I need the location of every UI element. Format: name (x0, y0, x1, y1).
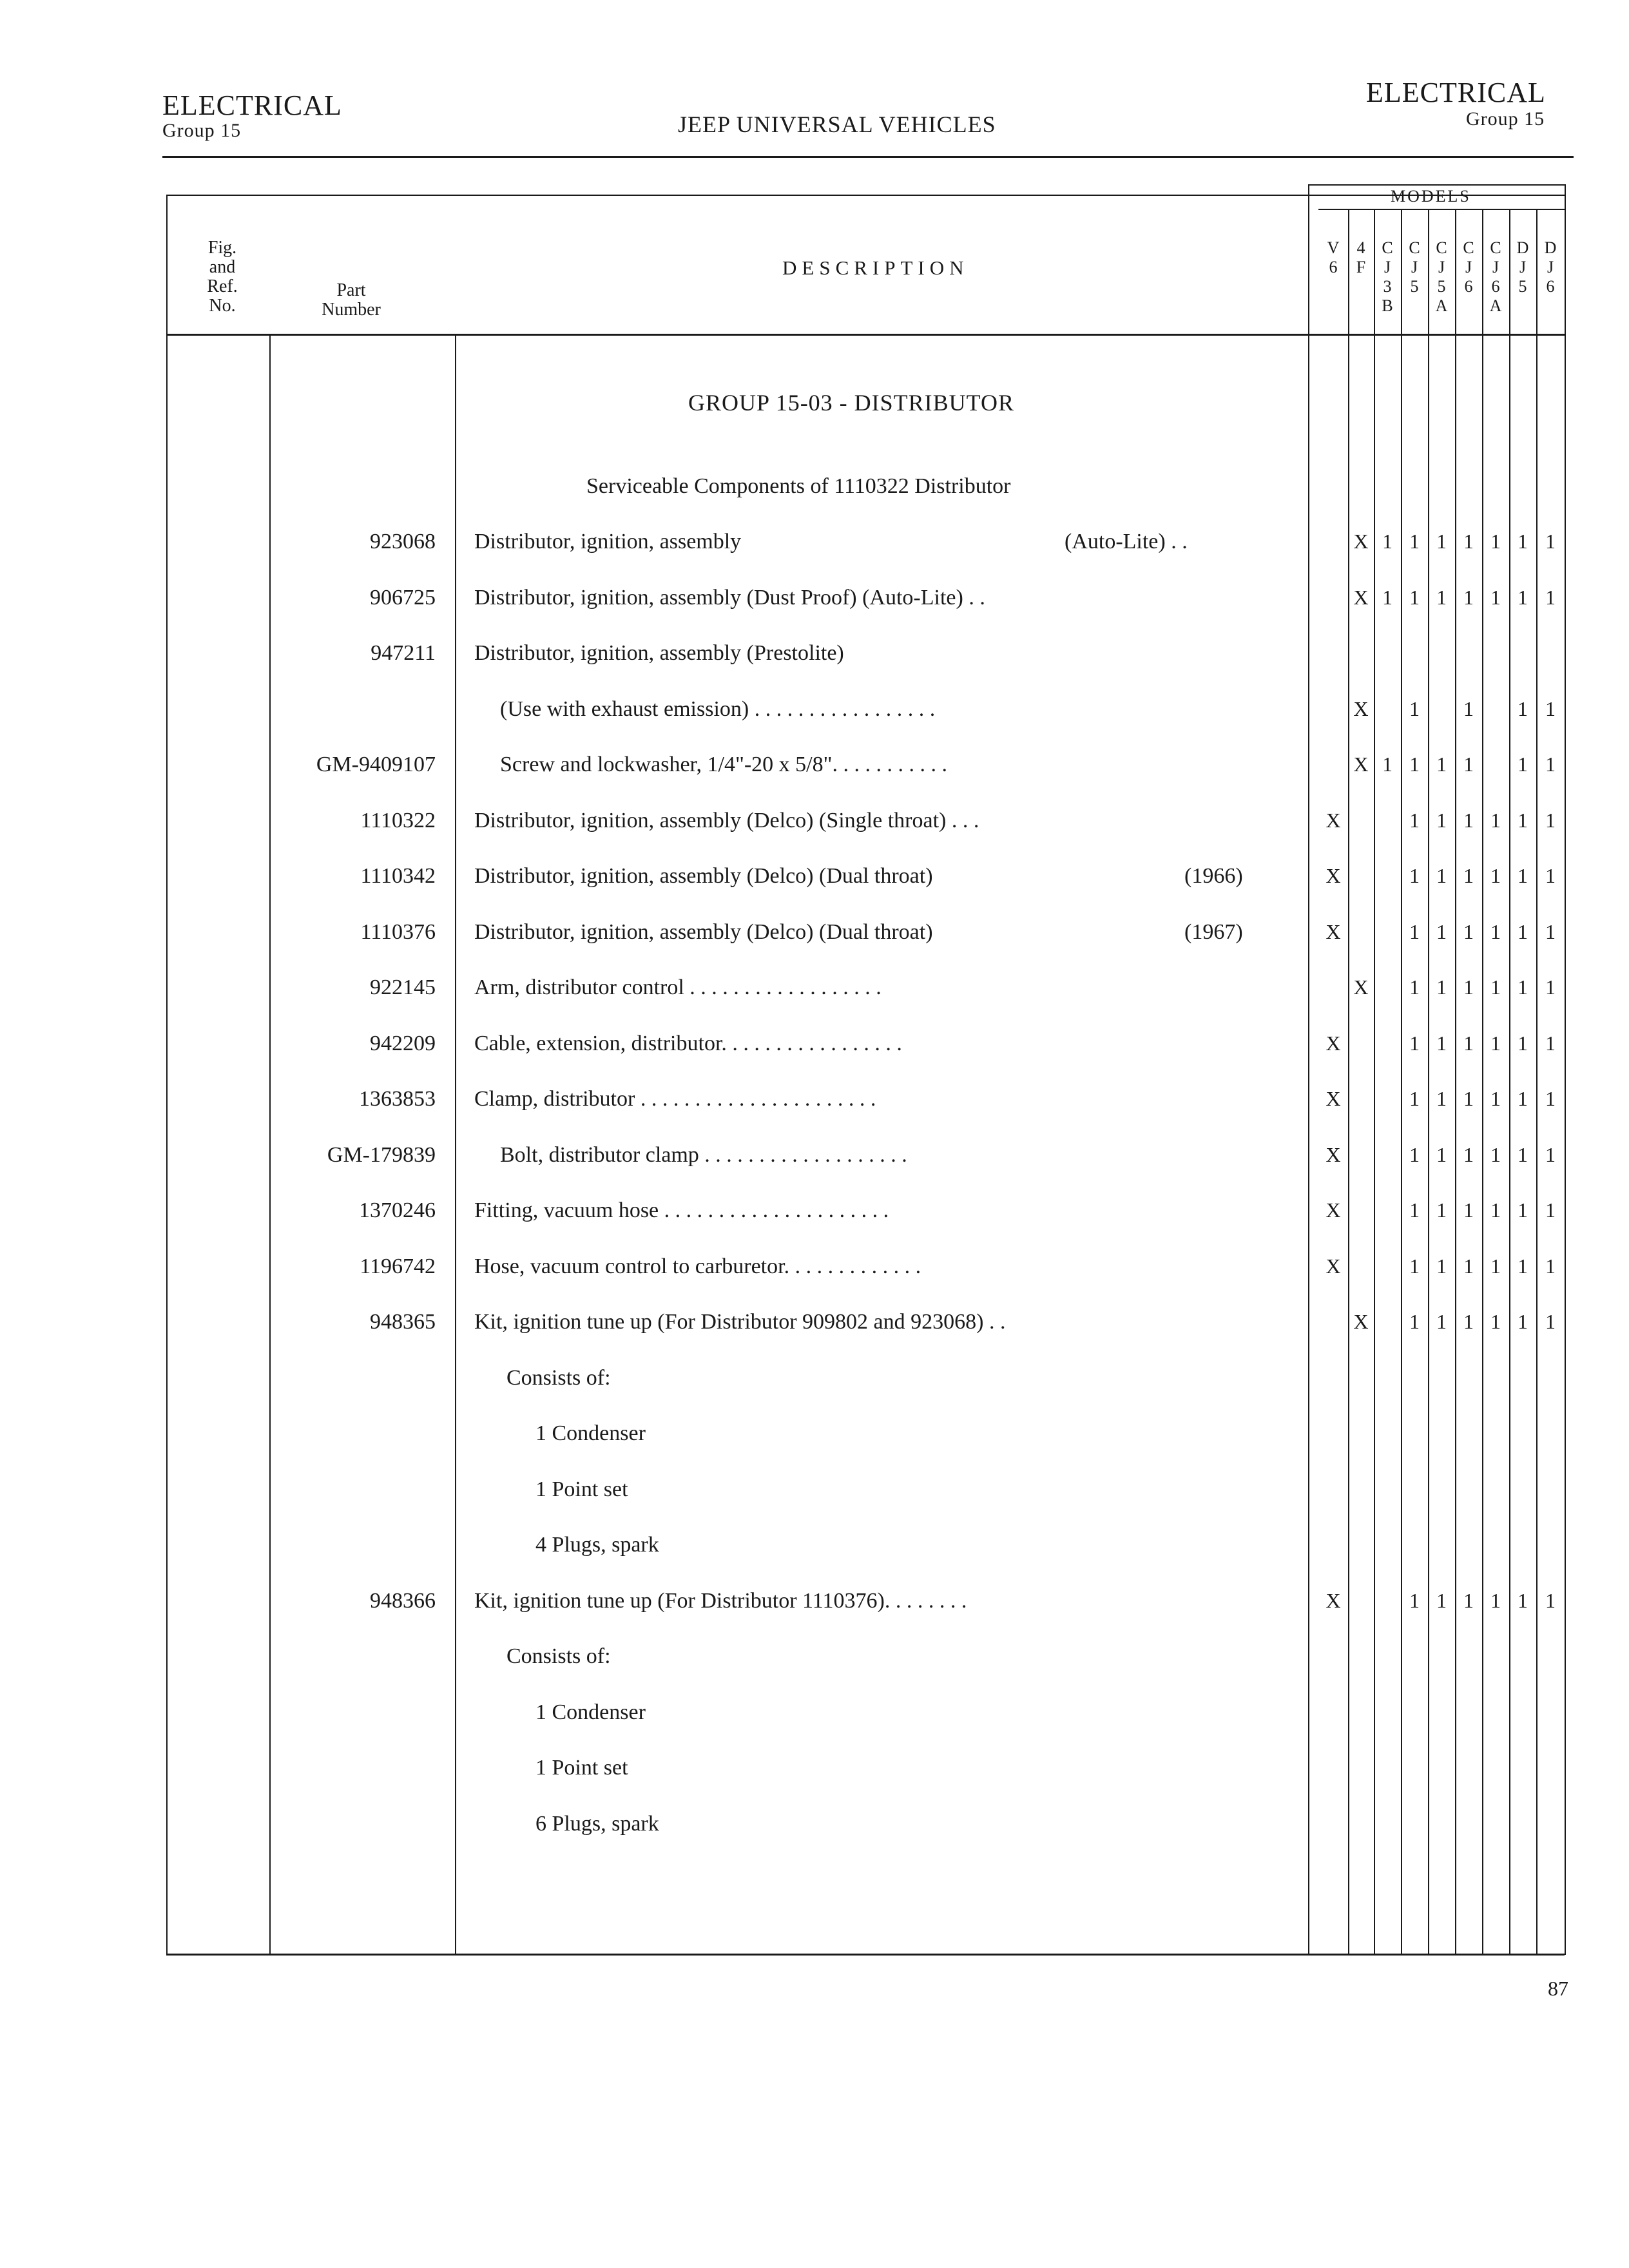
part-number: 922145 (370, 975, 436, 999)
part-description: Clamp, distributor . . . . . . . . . . . . . . . . . . . . . . (474, 1087, 876, 1111)
model-usage-mark: 1 (1490, 919, 1501, 943)
model-col-rule-2 (1374, 210, 1375, 1955)
part-col-rule (455, 334, 456, 1955)
model-heading-char: 6 (1491, 277, 1500, 296)
model-usage-mark: X (1325, 1142, 1341, 1166)
model-usage-mark: 1 (1463, 585, 1474, 609)
part-number: 1363853 (359, 1087, 436, 1111)
model-usage-mark: X (1353, 585, 1369, 609)
models-heading: MODELS (1391, 187, 1471, 206)
model-heading-char: C (1382, 238, 1393, 257)
model-usage-mark: 1 (1518, 1254, 1528, 1278)
part-description: Kit, ignition tune up (For Distributor 909802 and 923068) . . (474, 1310, 1006, 1334)
model-usage-mark: 1 (1409, 919, 1420, 943)
part-description: Cable, extension, distributor. . . . . . . . . . . . . . . . . (474, 1031, 902, 1055)
model-heading-char: 6 (1329, 258, 1338, 276)
model-heading-char: B (1382, 296, 1393, 315)
part-description: Distributor, ignition, assembly (Prestolite) (474, 641, 844, 665)
part-description: (Use with exhaust emission) . . . . . . . . . . . . . . . . . (500, 697, 936, 721)
model-heading-char: J (1547, 258, 1554, 276)
part-description: 1 Condenser (535, 1421, 646, 1445)
table-bottom-rule (166, 1954, 1565, 1956)
model-usage-mark: 1 (1463, 1588, 1474, 1612)
model-usage-mark: 1 (1436, 753, 1447, 776)
model-heading-char: 6 (1464, 277, 1473, 296)
part-number: 1110342 (360, 864, 436, 888)
description-col-rule (1308, 184, 1309, 1955)
model-usage-mark: X (1325, 1254, 1341, 1278)
model-usage-mark: 1 (1490, 585, 1501, 609)
model-usage-mark: X (1353, 975, 1369, 999)
model-heading-char: J (1492, 258, 1499, 276)
part-description: 1 Condenser (535, 1700, 646, 1724)
model-heading-char: A (1489, 296, 1502, 315)
model-heading-char: J (1519, 258, 1527, 276)
model-usage-mark: 1 (1545, 919, 1556, 943)
model-usage-mark: 1 (1518, 975, 1528, 999)
section-title: GROUP 15-03 - DISTRIBUTOR (688, 390, 1015, 416)
model-usage-mark: 1 (1409, 1254, 1420, 1278)
model-usage-mark: 1 (1490, 864, 1501, 887)
fig-col-rule (269, 334, 271, 1955)
part-description: 4 Plugs, spark (535, 1533, 659, 1557)
part-description: 1 Point set (535, 1477, 628, 1501)
model-usage-mark: 1 (1436, 1198, 1447, 1222)
model-usage-mark: 1 (1545, 530, 1556, 553)
model-heading-char: V (1327, 238, 1340, 257)
model-usage-mark: 1 (1518, 1588, 1528, 1612)
description-heading: DESCRIPTION (782, 256, 969, 279)
model-usage-mark: 1 (1409, 530, 1420, 553)
model-usage-mark: 1 (1463, 975, 1474, 999)
model-usage-mark: 1 (1545, 1198, 1556, 1222)
part-number: 942209 (370, 1031, 436, 1055)
part-number: 1196742 (360, 1254, 436, 1278)
model-heading-char: J (1438, 258, 1445, 276)
part-number: 948366 (370, 1588, 436, 1613)
part-description: Kit, ignition tune up (For Distributor 1110376). . . . . . . . (474, 1588, 967, 1613)
section-subtitle: Serviceable Components of 1110322 Distributor (586, 474, 1011, 498)
model-usage-mark: 1 (1545, 697, 1556, 720)
model-usage-mark: 1 (1382, 585, 1393, 609)
part-description: Distributor, ignition, assembly (474, 530, 742, 553)
model-heading-char: 5 (1518, 277, 1527, 296)
part-description-note: (1966) (1184, 864, 1243, 888)
model-usage-mark: 1 (1490, 1254, 1501, 1278)
model-usage-mark: 1 (1463, 1087, 1474, 1110)
model-usage-mark: 1 (1463, 1031, 1474, 1055)
model-usage-mark: 1 (1436, 864, 1447, 887)
model-col-rule-4 (1428, 210, 1429, 1955)
model-usage-mark: 1 (1518, 1142, 1528, 1166)
table-right-rule (1565, 184, 1566, 1955)
model-usage-mark: 1 (1545, 1142, 1556, 1166)
model-usage-mark: X (1325, 919, 1341, 943)
model-col-rule-1 (1348, 210, 1349, 1955)
model-usage-mark: 1 (1409, 864, 1420, 887)
model-heading-char: C (1436, 238, 1447, 257)
page-number: 87 (1548, 1977, 1568, 2000)
model-usage-mark: 1 (1518, 585, 1528, 609)
model-usage-mark: 1 (1545, 585, 1556, 609)
model-heading-char: C (1490, 238, 1501, 257)
right-header-group: Group 15 (1466, 108, 1545, 130)
model-usage-mark: 1 (1409, 1198, 1420, 1222)
model-usage-mark: X (1325, 1198, 1341, 1222)
model-usage-mark: 1 (1463, 1198, 1474, 1222)
model-usage-mark: 1 (1545, 808, 1556, 832)
model-usage-mark: 1 (1518, 1198, 1528, 1222)
part-number: GM-179839 (327, 1142, 436, 1167)
model-usage-mark: 1 (1545, 1087, 1556, 1110)
model-usage-mark: 1 (1436, 975, 1447, 999)
model-heading-char: 5 (1410, 277, 1419, 296)
header-bottom-rule (166, 334, 1565, 336)
model-heading-char: 4 (1356, 238, 1365, 257)
part-description: Consists of: (506, 1644, 611, 1668)
model-usage-mark: X (1325, 1087, 1341, 1110)
part-number: 1370246 (359, 1198, 436, 1222)
part-description: Distributor, ignition, assembly (Delco) (Single throat) . . . (474, 808, 979, 832)
model-usage-mark: X (1325, 808, 1341, 832)
right-header-title: ELECTRICAL (1366, 77, 1546, 108)
model-usage-mark: 1 (1436, 1031, 1447, 1055)
model-usage-mark: 1 (1518, 1031, 1528, 1055)
model-heading-char: D (1544, 238, 1557, 257)
model-usage-mark: 1 (1436, 919, 1447, 943)
model-usage-mark: 1 (1518, 697, 1528, 720)
table-left-rule (166, 195, 168, 1955)
left-header-title: ELECTRICAL (162, 90, 342, 121)
model-usage-mark: 1 (1409, 585, 1420, 609)
models-top-rule (1308, 184, 1565, 186)
model-usage-mark: 1 (1382, 530, 1393, 553)
model-usage-mark: 1 (1436, 585, 1447, 609)
part-description: Distributor, ignition, assembly (Delco) (Dual throat) (474, 919, 933, 944)
model-usage-mark: 1 (1436, 808, 1447, 832)
model-usage-mark: 1 (1409, 1310, 1420, 1333)
part-number: 1110376 (360, 919, 436, 944)
part-number: 1110322 (360, 808, 436, 832)
model-usage-mark: 1 (1490, 1588, 1501, 1612)
model-usage-mark: 1 (1463, 919, 1474, 943)
model-usage-mark: 1 (1490, 808, 1501, 832)
model-heading-char: J (1465, 258, 1472, 276)
model-usage-mark: 1 (1409, 753, 1420, 776)
model-heading-char: 3 (1383, 277, 1392, 296)
model-usage-mark: 1 (1409, 1031, 1420, 1055)
model-usage-mark: 1 (1463, 530, 1474, 553)
models-label-rule (1318, 209, 1565, 210)
model-usage-mark: 1 (1436, 1254, 1447, 1278)
model-usage-mark: 1 (1545, 1310, 1556, 1333)
model-usage-mark: 1 (1518, 530, 1528, 553)
model-usage-mark: 1 (1382, 753, 1393, 776)
model-usage-mark: 1 (1490, 1198, 1501, 1222)
model-usage-mark: 1 (1545, 1588, 1556, 1612)
model-usage-mark: 1 (1518, 1087, 1528, 1110)
model-usage-mark: 1 (1518, 1310, 1528, 1333)
part-description: Bolt, distributor clamp . . . . . . . . . . . . . . . . . . . (500, 1142, 907, 1167)
model-col-rule-3 (1401, 210, 1402, 1955)
model-heading-char: C (1409, 238, 1420, 257)
part-description-note: (1967) (1184, 919, 1243, 944)
model-usage-mark: 1 (1436, 1588, 1447, 1612)
part-description: Distributor, ignition, assembly (Delco) (Dual throat) (474, 864, 933, 888)
model-usage-mark: 1 (1463, 864, 1474, 887)
table-top-rule (166, 195, 1565, 196)
model-usage-mark: 1 (1490, 1031, 1501, 1055)
model-usage-mark: X (1325, 1588, 1341, 1612)
model-usage-mark: 1 (1545, 1254, 1556, 1278)
part-description: 1 Point set (535, 1756, 628, 1780)
model-usage-mark: 1 (1463, 753, 1474, 776)
model-usage-mark: 1 (1409, 975, 1420, 999)
model-usage-mark: 1 (1436, 1087, 1447, 1110)
model-usage-mark: 1 (1436, 1142, 1447, 1166)
model-heading-char: A (1435, 296, 1448, 315)
part-number: 948365 (370, 1310, 436, 1334)
model-usage-mark: 1 (1518, 753, 1528, 776)
model-usage-mark: 1 (1518, 864, 1528, 887)
part-description: Arm, distributor control . . . . . . . . . . . . . . . . . . (474, 975, 882, 999)
part-description: Distributor, ignition, assembly (Dust Proof) (Auto-Lite) . . (474, 585, 985, 610)
model-usage-mark: 1 (1436, 530, 1447, 553)
model-usage-mark: 1 (1409, 1087, 1420, 1110)
part-description: Fitting, vacuum hose . . . . . . . . . . . . . . . . . . . . . (474, 1198, 889, 1222)
model-usage-mark: X (1325, 864, 1341, 887)
part-number: GM-9409107 (316, 753, 436, 776)
model-usage-mark: 1 (1463, 697, 1474, 720)
part-description: Screw and lockwasher, 1/4"-20 x 5/8". . . . . . . . . . . (500, 753, 947, 776)
model-col-rule-6 (1482, 210, 1483, 1955)
part-description: Hose, vacuum control to carburetor. . . . . . . . . . . . . (474, 1254, 921, 1278)
part-number: 906725 (370, 585, 436, 610)
model-usage-mark: 1 (1436, 1310, 1447, 1333)
model-usage-mark: X (1325, 1031, 1341, 1055)
model-col-rule-7 (1509, 210, 1510, 1955)
model-usage-mark: 1 (1409, 1142, 1420, 1166)
model-usage-mark: X (1353, 753, 1369, 776)
model-usage-mark: 1 (1490, 1142, 1501, 1166)
model-usage-mark: 1 (1463, 1310, 1474, 1333)
model-usage-mark: 1 (1518, 808, 1528, 832)
model-heading-char: C (1463, 238, 1474, 257)
model-usage-mark: 1 (1409, 808, 1420, 832)
header-rule (162, 156, 1574, 158)
model-usage-mark: 1 (1545, 753, 1556, 776)
model-usage-mark: 1 (1545, 975, 1556, 999)
model-col-rule-8 (1536, 210, 1537, 1955)
part-number: 947211 (371, 641, 436, 665)
part-description: 6 Plugs, spark (535, 1811, 659, 1836)
fig-ref-heading: Fig. and Ref. No. (207, 238, 238, 316)
part-number: 923068 (370, 530, 436, 553)
model-usage-mark: 1 (1490, 1310, 1501, 1333)
model-heading-char: 6 (1546, 277, 1555, 296)
model-usage-mark: 1 (1409, 697, 1420, 720)
model-usage-mark: 1 (1463, 1254, 1474, 1278)
model-usage-mark: X (1353, 697, 1369, 720)
part-description: Consists of: (506, 1365, 611, 1390)
model-heading-char: F (1356, 258, 1366, 276)
model-usage-mark: X (1353, 1310, 1369, 1333)
model-usage-mark: 1 (1463, 1142, 1474, 1166)
model-col-rule-5 (1455, 210, 1456, 1955)
model-usage-mark: 1 (1545, 1031, 1556, 1055)
part-description-note: (Auto-Lite) . . (1065, 530, 1188, 553)
model-usage-mark: X (1353, 530, 1369, 553)
model-usage-mark: 1 (1518, 919, 1528, 943)
model-heading-char: J (1383, 258, 1391, 276)
model-usage-mark: 1 (1409, 1588, 1420, 1612)
model-usage-mark: 1 (1545, 864, 1556, 887)
model-usage-mark: 1 (1490, 530, 1501, 553)
model-usage-mark: 1 (1463, 808, 1474, 832)
model-heading-char: D (1516, 238, 1529, 257)
model-usage-mark: 1 (1490, 975, 1501, 999)
left-header-group: Group 15 (162, 120, 242, 141)
running-title: JEEP UNIVERSAL VEHICLES (678, 111, 996, 137)
model-heading-char: J (1411, 258, 1418, 276)
part-number-heading: Part Number (322, 280, 381, 320)
model-usage-mark: 1 (1490, 1087, 1501, 1110)
model-heading-char: 5 (1437, 277, 1446, 296)
